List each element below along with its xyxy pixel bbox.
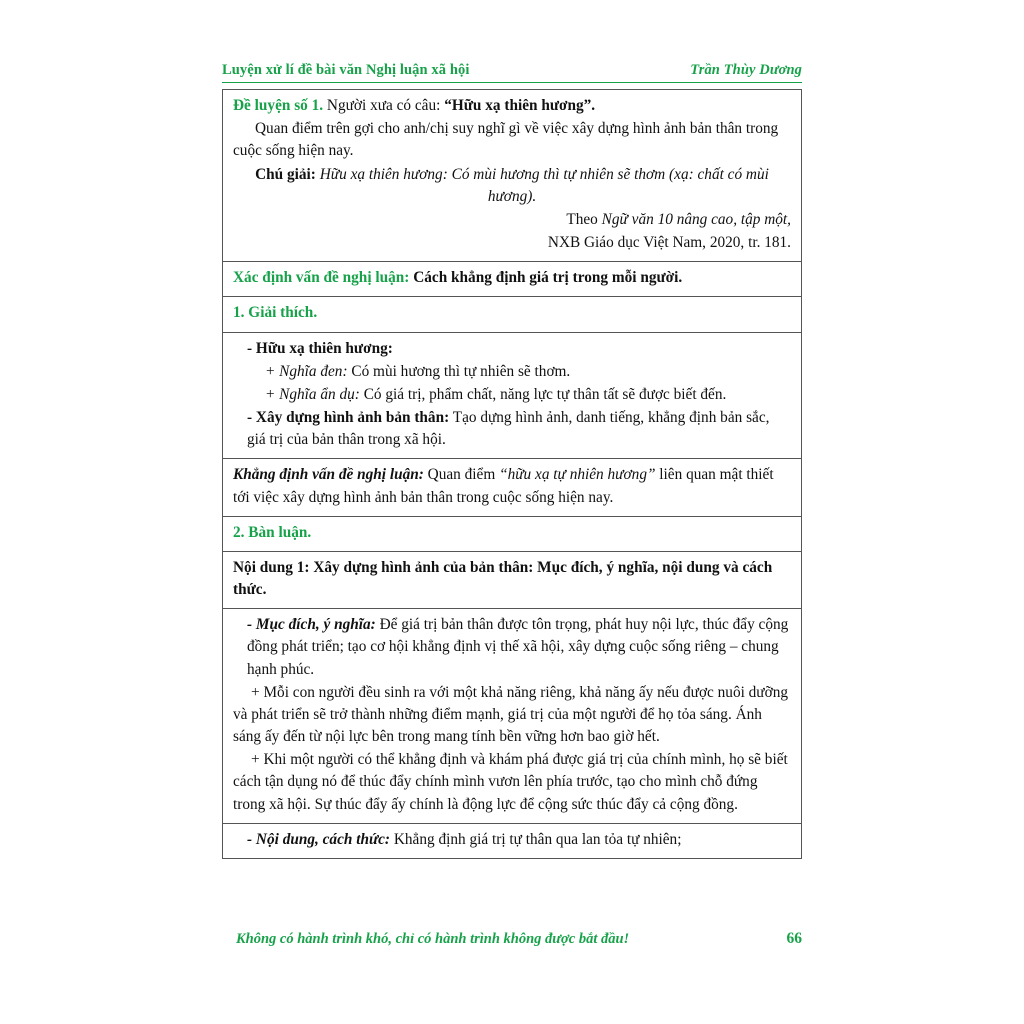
explanation-text-2: Tạo dựng hình ảnh, danh tiếng, khẳng định bản sắc, giá trị của bản thân trong xã hội.: [247, 409, 770, 449]
thesis-value: Cách khẳng định giá trị trong mỗi người.: [409, 269, 683, 287]
note-label: Chú giải:: [255, 165, 316, 183]
thesis-statement-block: [222, 458, 802, 515]
explanation-term-1: - Hữu xạ thiên hương:: [247, 339, 393, 357]
section-1-title: 1. Giải thích.: [233, 304, 318, 322]
purpose-bullet-1: + Mỗi con người đều sinh ra với một khả năng riêng, khả năng ấy nếu được nuôi dưỡng và phát triển sẽ trở thành những điểm mạnh, giá trị của một người để họ tỏa sáng. Ánh sáng ấy đến từ nội lực bên trong mang tính bền vững hơn bao giờ hết.: [233, 683, 788, 746]
footer-motto: Không có hành trình khó, chỉ có hành trình không được bắt đầu!: [236, 931, 630, 947]
thesis-statement-line: [233, 464, 791, 508]
explanation-item-1-sub-2: [233, 384, 791, 406]
thesis-identification-block: [222, 261, 802, 296]
page-number: 66: [786, 930, 802, 947]
content-1-heading: [233, 557, 791, 601]
literal-meaning-text: Có mùi hương thì tự nhiên sẽ thơm.: [347, 362, 571, 380]
purpose-line: [233, 614, 791, 681]
exercise-quote: “Hữu xạ thiên hương”.: [444, 97, 596, 114]
content-1-heading-block: [222, 551, 802, 608]
explanation-term-2: - Xây dựng hình ảnh bản thân:: [247, 409, 450, 427]
figurative-meaning-text: Có giá trị, phẩm chất, năng lực tự thân tất sẽ được biết đến.: [359, 385, 727, 403]
thesis-statement-label: Khẳng định vấn đề nghị luận:: [233, 466, 424, 484]
literal-meaning-label: + Nghĩa đen:: [265, 362, 348, 380]
content-method-text: Khẳng định giá trị tự thân qua lan tỏa tự nhiên;: [390, 830, 682, 848]
thesis-statement-quote: “hữu xạ tự nhiên hương”: [499, 466, 656, 484]
source-line-1: [233, 209, 791, 231]
exercise-prompt-block: [222, 89, 802, 261]
header-author: Trần Thùy Dương: [690, 62, 802, 78]
thesis-statement-text-b: liên quan mật thiết tới việc xây dựng hình ảnh bản thân trong cuộc sống hiện nay.: [233, 466, 774, 506]
section-2-heading-block: [222, 516, 802, 551]
section-2-title: 2. Bàn luận.: [233, 523, 312, 541]
purpose-label: - Mục đích, ý nghĩa:: [247, 616, 376, 634]
figurative-meaning-label: + Nghĩa ẩn dụ:: [265, 385, 360, 403]
header-book-title: Luyện xử lí đề bài văn Nghị luận xã hội: [222, 62, 470, 78]
explanation-item-1-label: [233, 338, 791, 360]
content-1-heading-text: Nội dung 1: Xây dựng hình ảnh của bản thân: Mục đích, ý nghĩa, nội dung và cách thức.: [233, 558, 773, 599]
content-method-line: [233, 829, 791, 851]
section-1-heading-block: [222, 296, 802, 331]
purpose-text: Để giá trị bản thân được tôn trọng, phát huy nội lực, thúc đẩy cộng đồng phát triển; tạo cơ hội khẳng định vị thế xã hội, xây dựng cuộc sống riêng – chung hạnh phúc.: [247, 616, 789, 678]
running-header: [222, 62, 802, 82]
header-divider: [222, 82, 802, 83]
note-term: Hữu xạ thiên hương:: [319, 165, 448, 183]
exercise-question: Quan điểm trên gợi cho anh/chị suy nghĩ gì về việc xây dựng hình ảnh bản thân trong cuộc sống hiện nay.: [233, 120, 779, 160]
source-title: Ngữ văn 10 nâng cao, tập một,: [601, 210, 791, 228]
explanation-item-2: [233, 407, 791, 451]
purpose-meaning-block: [222, 608, 802, 823]
exercise-label: Đề luyện số 1.: [233, 97, 324, 114]
note-line: [233, 164, 791, 208]
note-text: Có mùi hương thì tự nhiên sẽ thơm (xạ: chất có mùi hương).: [447, 165, 769, 205]
explanation-block: [222, 332, 802, 459]
source-prefix: Theo: [566, 210, 602, 228]
thesis-statement-text-a: Quan điểm: [423, 466, 500, 484]
thesis-label: Xác định vấn đề nghị luận:: [233, 269, 410, 287]
thesis-line: [233, 267, 791, 289]
content-method-label: - Nội dung, cách thức:: [247, 830, 391, 848]
exercise-title-line: [233, 95, 791, 117]
exercise-intro: Người xưa có câu:: [323, 97, 445, 114]
content-method-block: [222, 823, 802, 859]
explanation-item-1-sub-1: [233, 361, 791, 383]
purpose-bullet-2: + Khi một người có thể khẳng định và khám phá được giá trị của chính mình, họ sẽ biết cách tận dụng nó để thúc đẩy chính mình vươn lên phía trước, tạo cho mình chỗ đứng trong xã hội. Sự thúc đẩy ấy chính là động lực để cộng sức thúc đẩy cả cộng đồng.: [233, 751, 788, 813]
running-footer: [222, 930, 802, 948]
page-content: [222, 62, 802, 859]
source-line-2: NXB Giáo dục Việt Nam, 2020, tr. 181.: [547, 234, 791, 252]
